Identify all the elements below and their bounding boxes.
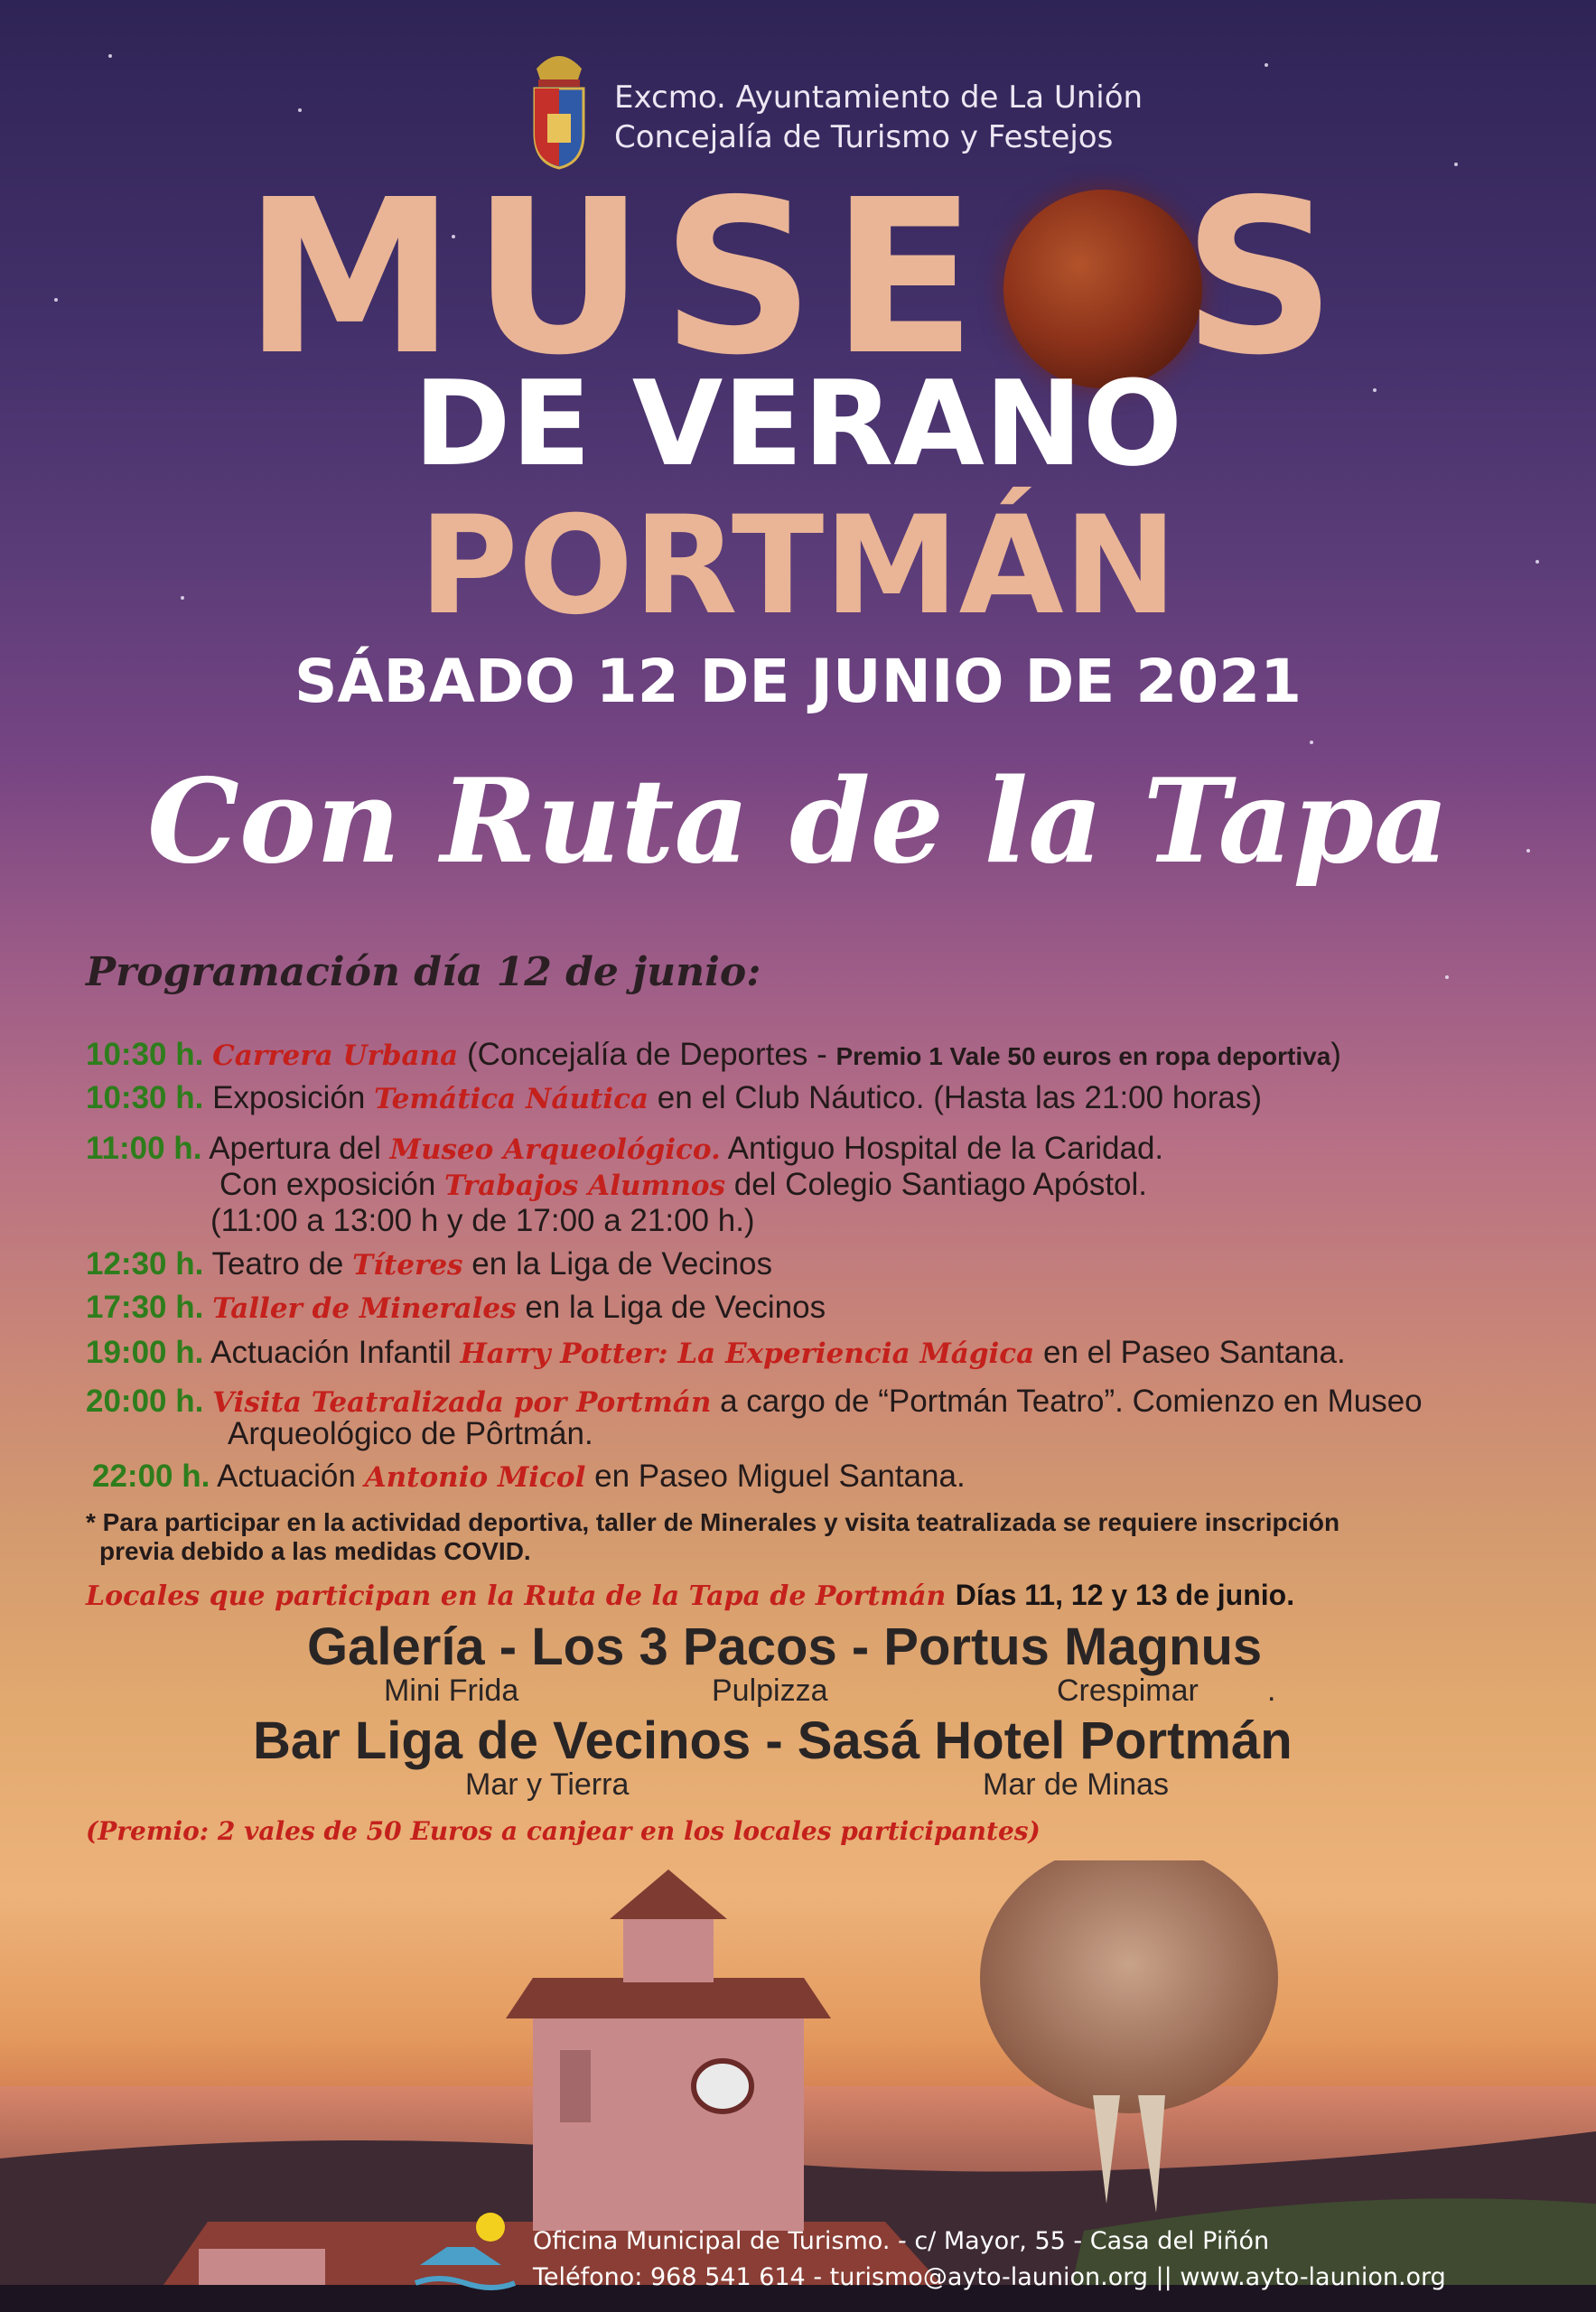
tapa-days: Días 11, 12 y 13 de junio. bbox=[955, 1579, 1295, 1611]
program-row bbox=[86, 1037, 1341, 1075]
row-highlight: Títeres bbox=[352, 1249, 463, 1282]
row-highlight: Taller de Minerales bbox=[212, 1292, 517, 1325]
row-text: en el Club Náutico. (Hasta las 21:00 horas) bbox=[649, 1080, 1263, 1115]
row-prize: Premio 1 Vale 50 euros en ropa deportiva bbox=[835, 1042, 1331, 1070]
fan-sculpture bbox=[980, 1860, 1278, 2113]
title-ruta-tapa: Con Ruta de la Tapa bbox=[147, 754, 1449, 890]
star bbox=[108, 54, 112, 58]
star bbox=[1454, 163, 1458, 166]
footer-contact: Teléfono: 968 541 614 - turismo@ayto-launion.org || www.ayto-launion.org bbox=[533, 2263, 1446, 2291]
covid-note: * Para participar en la actividad deportiva, taller de Minerales y visita teatralizada se requiere inscripción bbox=[86, 1508, 1340, 1536]
row-text: Actuación Infantil bbox=[203, 1335, 461, 1370]
star bbox=[1310, 741, 1313, 744]
organization-name: Excmo. Ayuntamiento de La Unión bbox=[614, 79, 1143, 116]
row-highlight: Museo Arqueológico. bbox=[389, 1133, 721, 1166]
row-text: Actuación bbox=[210, 1459, 365, 1494]
title-portman: PORTMÁN bbox=[418, 488, 1178, 645]
lantern-roof bbox=[610, 1869, 727, 1919]
row-time: 12:30 h. bbox=[86, 1246, 204, 1282]
row-text: en Paseo Miguel Santana. bbox=[585, 1459, 966, 1494]
covid-note-cont: previa debido a las medidas COVID. bbox=[99, 1537, 531, 1565]
row-time: 20:00 h. bbox=[86, 1384, 204, 1419]
row-text: a cargo de “Portmán Teatro”. Comienzo en Museo bbox=[711, 1384, 1423, 1419]
row-text: ) bbox=[1330, 1037, 1341, 1072]
program-row bbox=[86, 1131, 1163, 1168]
row-text: en la Liga de Vecinos bbox=[462, 1246, 772, 1282]
row-highlight: Temática Náutica bbox=[374, 1083, 649, 1115]
row-text: Con exposición bbox=[219, 1167, 445, 1202]
row-text: (Concejalía de Deportes - bbox=[458, 1037, 836, 1072]
row-highlight: Antonio Micol bbox=[364, 1461, 586, 1494]
tapa-bar: Mar y Tierra bbox=[465, 1767, 630, 1802]
program-row-hours: (11:00 a 13:00 h y de 17:00 a 21:00 h.) bbox=[210, 1203, 755, 1238]
tapa-pacos: Pulpizza bbox=[712, 1673, 828, 1708]
row-text: Exposición bbox=[203, 1080, 375, 1115]
venues-line-1: Galería - Los 3 Pacos - Portus Magnus bbox=[307, 1617, 1263, 1676]
row-text: en la Liga de Vecinos bbox=[516, 1290, 826, 1325]
window bbox=[560, 2050, 591, 2122]
program-row bbox=[86, 1290, 826, 1327]
tapa-portus: Crespimar bbox=[1057, 1673, 1199, 1708]
program-row-continued: Arqueológico de Pôrtmán. bbox=[228, 1416, 593, 1451]
row-text: en el Paseo Santana. bbox=[1034, 1335, 1346, 1370]
tapa-dot: . bbox=[1267, 1673, 1276, 1708]
row-text: Antiguo Hospital de la Caridad. bbox=[720, 1131, 1164, 1166]
lantern bbox=[623, 1915, 714, 1982]
row-text: del Colegio Santiago Apóstol. bbox=[725, 1167, 1148, 1202]
oval-window bbox=[694, 2061, 751, 2112]
department-name: Concejalía de Turismo y Festejos bbox=[614, 119, 1114, 155]
row-time: 17:30 h. bbox=[86, 1290, 204, 1325]
tourism-office-logo-icon bbox=[411, 2211, 519, 2301]
row-time: 10:30 h. bbox=[86, 1080, 204, 1115]
event-date: SÁBADO 12 DE JUNIO DE 2021 bbox=[294, 647, 1302, 716]
row-time: 19:00 h. bbox=[86, 1335, 204, 1370]
title-de-verano: DE VERANO bbox=[413, 355, 1183, 492]
program-row-continued bbox=[219, 1167, 1147, 1204]
venues-line-2: Bar Liga de Vecinos - Sasá Hotel Portmán bbox=[253, 1711, 1293, 1770]
coat-of-arms-icon bbox=[527, 43, 591, 170]
row-time: 22:00 h. bbox=[92, 1459, 210, 1494]
tapa-prize: (Premio: 2 vales de 50 Euros a canjear en los locales participantes) bbox=[86, 1816, 1041, 1846]
row-highlight: Visita Teatralizada por Portmán bbox=[212, 1386, 712, 1419]
tapa-galeria: Mini Frida bbox=[384, 1673, 519, 1708]
program-heading: Programación día 12 de junio: bbox=[86, 949, 761, 995]
title-museos-end: S bbox=[1182, 154, 1353, 402]
tapa-intro-text: Locales que participan en la Ruta de la Tapa de Portmán bbox=[86, 1580, 956, 1612]
row-text: Teatro de bbox=[203, 1246, 353, 1282]
tapa-route-intro bbox=[86, 1579, 1294, 1615]
star bbox=[1265, 63, 1268, 67]
row-time: 11:00 h. bbox=[86, 1131, 202, 1166]
program-row bbox=[86, 1384, 1423, 1421]
tower-roof bbox=[506, 1978, 831, 2018]
program-row bbox=[86, 1335, 1346, 1372]
star bbox=[298, 108, 302, 112]
program-row bbox=[92, 1459, 966, 1496]
row-highlight: Trabajos Alumnos bbox=[444, 1170, 726, 1202]
tapa-sasa: Mar de Minas bbox=[983, 1767, 1169, 1802]
title-museos-text: MUSE bbox=[243, 154, 994, 402]
row-highlight: Carrera Urbana bbox=[212, 1039, 459, 1072]
footer-address: Oficina Municipal de Turismo. - c/ Mayor, 55 - Casa del Piñón bbox=[533, 2227, 1270, 2255]
program-row bbox=[86, 1080, 1262, 1117]
title-museos bbox=[0, 154, 1596, 402]
row-text: Apertura del bbox=[201, 1131, 390, 1166]
row-time: 10:30 h. bbox=[86, 1037, 204, 1072]
program-row bbox=[86, 1246, 772, 1283]
star bbox=[1445, 975, 1449, 979]
row-highlight: Harry Potter: La Experiencia Mágica bbox=[460, 1338, 1035, 1370]
